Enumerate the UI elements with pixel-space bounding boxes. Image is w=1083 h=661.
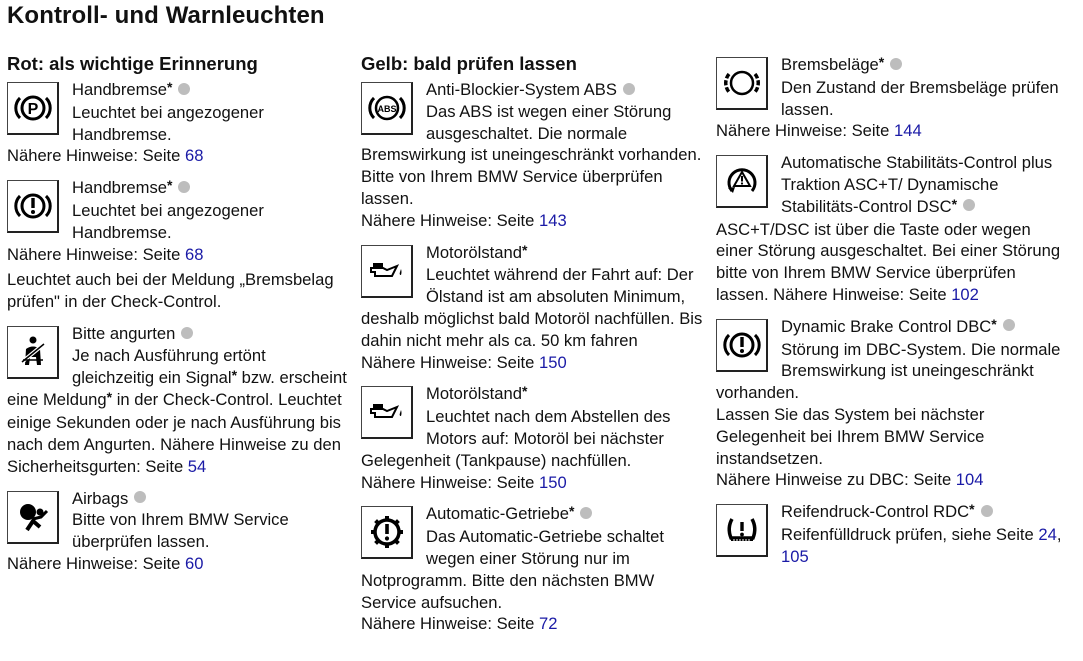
page-link[interactable]: 144	[894, 121, 922, 141]
ref-prefix: Nähere Hinweise: Seite	[7, 146, 186, 166]
page-link[interactable]: 104	[955, 470, 984, 490]
entry-text: Bitte von Ihrem BMW Service überprüfen lassen.	[72, 510, 289, 552]
entry-handbremse-p	[7, 79, 352, 167]
page-link[interactable]: 150	[539, 352, 567, 372]
column-red	[7, 52, 352, 585]
ref-prefix: Nähere Hinweise zu DBC: Seite	[716, 470, 956, 490]
entry-text: Das ABS ist wegen einer Störung ausgeschaltet. Die normale Bremswirkung ist uneingeschränkt vorhanden. Bitte von Ihrem BMW Service überprüfen lassen.	[361, 101, 702, 208]
indicator-dot-icon	[623, 83, 635, 95]
entry-title: Bitte angurten	[72, 323, 176, 343]
entry-title: Handbremse	[72, 178, 168, 198]
stability-control-icon	[716, 155, 768, 208]
entry-text-2: Lassen Sie das System bei nächster Gelegenheit bei Ihrem BMW Service instandsetzen.	[716, 404, 985, 468]
abs-icon	[361, 82, 413, 135]
note-text: Leuchtet auch bei der Meldung „Bremsbelag prüfen" in der Check-Control.	[7, 270, 334, 312]
page-title: Kontroll- und Warnleuchten	[7, 2, 325, 29]
indicator-dot-icon	[890, 58, 902, 70]
ref-prefix: Nähere Hinweise: Seite	[361, 210, 540, 230]
entry-text: Störung im DBC-System. Die normale Bremswirkung ist uneingeschränkt vorhanden.	[716, 339, 1061, 403]
entry-airbags	[7, 488, 352, 575]
ref-prefix: Nähere Hinweise: Seite	[716, 121, 895, 141]
entry-text: Leuchtet nach dem Abstellen des Motors auf: Motoröl bei nächster Gelegenheit (Tankpause) nachfüllen.	[361, 407, 671, 470]
entry-text: Leuchtet während der Fahrt auf: Der Ölstand ist am absoluten Minimum, deshalb möglichst bald Motoröl nachfüllen. Bis dahin nicht mehr als ca. 50 km fahren	[361, 265, 703, 350]
asterisk: *	[167, 79, 173, 95]
page-link[interactable]: 105	[781, 546, 809, 566]
section-heading-red: Rot: als wichtige Erinnerung	[7, 53, 258, 74]
entry-asc-dsc	[716, 152, 1064, 306]
entry-bitte-angurten	[7, 323, 352, 478]
asterisk: *	[521, 383, 528, 400]
entry-bremsbelaege	[716, 54, 1064, 142]
ref-separator: ,	[1056, 524, 1062, 544]
parking-brake-icon	[7, 82, 59, 135]
entry-title: Motorölstand	[426, 242, 522, 262]
airbag-icon	[7, 491, 59, 544]
ref-prefix: Nähere Hinweise: Seite	[7, 553, 186, 573]
indicator-dot-icon	[1003, 319, 1015, 331]
svg-text:ABS: ABS	[376, 104, 397, 114]
page-link[interactable]: 72	[539, 614, 558, 634]
entry-title: Motorölstand	[426, 384, 522, 404]
asterisk: *	[568, 503, 575, 520]
entry-text: ASC+T/DSC ist über die Taste oder wegen einer Störung ausgeschaltet. Bei einer Störung bitte von Ihrem BMW Service überprüfen lassen. Nähere Hinweise: Seite	[716, 219, 1061, 304]
indicator-dot-icon	[178, 83, 190, 95]
page-link[interactable]: 68	[185, 146, 204, 166]
section-heading-yellow: Gelb: bald prüfen lassen	[361, 53, 577, 74]
entry-automatic-getriebe	[361, 503, 706, 635]
entry-title: Handbremse	[72, 80, 168, 99]
entry-title: Airbags	[72, 488, 129, 508]
entry-motoroelstand-2	[361, 383, 706, 493]
asterisk: *	[969, 501, 975, 518]
oil-can-icon	[361, 245, 413, 298]
svg-text:P: P	[27, 101, 38, 118]
entry-text: Leuchtet bei angezogener Handbremse.	[72, 200, 264, 242]
entry-title: Automatic-Getriebe	[426, 504, 569, 524]
ref-prefix: Nähere Hinweise: Seite	[361, 472, 540, 492]
page-link[interactable]: 54	[187, 456, 207, 476]
entry-rdc	[716, 501, 1064, 567]
indicator-dot-icon	[963, 199, 975, 211]
entry-title: Dynamic Brake Control DBC	[781, 316, 992, 336]
seatbelt-icon	[7, 326, 59, 379]
entry-dbc	[716, 316, 1064, 491]
entry-text: bzw. erscheint eine Meldung	[7, 367, 347, 410]
page-link[interactable]: 150	[539, 472, 567, 492]
entry-text: in der Check-Control. Leuchtet einige Sekunden oder je nach Ausführung bis nach dem Angurten. Nähere Hinweise zu den Sicherheitsgurten: Seite	[7, 390, 342, 476]
asterisk: *	[106, 389, 113, 406]
tire-pressure-icon	[716, 504, 768, 557]
page-link[interactable]: 24	[1038, 524, 1057, 544]
page-link[interactable]: 102	[951, 284, 979, 304]
entry-abs	[361, 79, 706, 232]
entry-text: Leuchtet bei angezogener Handbremse.	[72, 102, 264, 144]
entry-handbremse-warning	[7, 177, 352, 265]
ref-prefix: Nähere Hinweise: Seite	[361, 352, 540, 372]
entry-text: Reifenfülldruck prüfen, siehe Seite	[781, 524, 1039, 544]
asterisk: *	[231, 366, 238, 383]
asterisk: *	[991, 315, 997, 332]
indicator-dot-icon	[580, 507, 592, 519]
page-link[interactable]: 143	[539, 210, 567, 230]
column-3	[716, 54, 1064, 578]
entry-title: Reifendruck-Control RDC	[781, 502, 970, 522]
indicator-dot-icon	[134, 491, 146, 503]
brake-warning-icon	[716, 319, 768, 372]
ref-prefix: Nähere Hinweise: Seite	[7, 244, 186, 264]
transmission-warning-icon	[361, 506, 413, 559]
asterisk: *	[167, 177, 173, 194]
page-link[interactable]: 60	[185, 553, 204, 573]
page-link[interactable]: 68	[185, 244, 204, 264]
brake-warning-icon	[7, 180, 59, 233]
entry-motoroelstand-1	[361, 242, 706, 374]
ref-prefix: Nähere Hinweise: Seite	[361, 614, 540, 634]
asterisk: *	[878, 54, 885, 70]
brake-pads-icon	[716, 57, 768, 110]
indicator-dot-icon	[981, 505, 993, 517]
entry-text: Je nach Ausführung ertönt gleichzeitig ein Signal	[72, 345, 266, 387]
entry-text: Den Zustand der Bremsbeläge prüfen lassen.	[781, 77, 1059, 119]
entry-title: Bremsbeläge	[781, 55, 879, 74]
oil-can-icon	[361, 386, 413, 439]
entry-title: Anti-Blockier-System ABS	[426, 80, 617, 99]
asterisk: *	[951, 195, 958, 212]
asterisk: *	[521, 241, 528, 258]
indicator-dot-icon	[181, 327, 193, 339]
entry-title: Automatische Stabilitäts-Control plus Traktion ASC+T/ Dynamische Stabilitäts-Control DSC	[781, 153, 1053, 216]
column-yellow	[361, 52, 706, 645]
indicator-dot-icon	[178, 181, 190, 193]
entry-text: Das Automatic-Getriebe schaltet wegen einer Störung nur im Notprogramm. Bitte den nächsten BMW Service aufsuchen.	[361, 527, 664, 612]
